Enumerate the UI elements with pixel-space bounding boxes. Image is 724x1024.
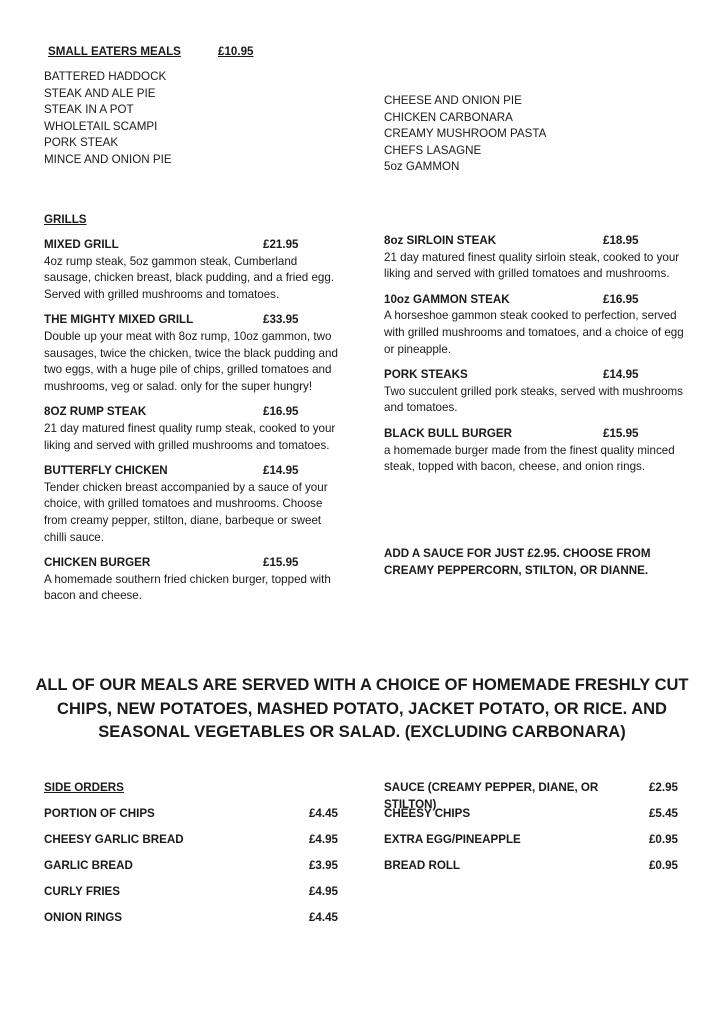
side-order-name: ONION RINGS — [44, 911, 122, 924]
side-orders-right — [384, 780, 678, 884]
grill-item-name: CHICKEN BURGER — [44, 556, 151, 570]
meal-item: BATTERED HADDOCK — [44, 70, 167, 83]
grill-item — [384, 426, 684, 476]
grill-item — [44, 555, 344, 605]
meal-item: STEAK AND ALE PIE — [44, 86, 156, 100]
side-order-row — [44, 806, 338, 832]
grill-item — [384, 292, 684, 358]
meal-item: CREAMY MUSHROOM PASTA — [384, 127, 547, 141]
meal-item: CHEFS LASAGNE — [384, 143, 482, 157]
side-order-row — [384, 806, 678, 832]
grill-item-price: £21.95 — [263, 238, 299, 251]
meal-item: CHICKEN CARBONARA — [384, 110, 513, 124]
grill-item-header — [384, 367, 684, 384]
side-order-name: GARLIC BREAD — [44, 859, 133, 872]
grill-item-name: BLACK BULL BURGER — [384, 426, 512, 440]
grill-item-name: 10oz GAMMON STEAK — [384, 292, 510, 306]
grill-item-header — [44, 312, 344, 329]
grill-item-name: 8oz SIRLOIN STEAK — [384, 234, 497, 247]
grill-item-header — [384, 426, 684, 443]
small-eaters-title: SMALL EATERS MEALS — [48, 45, 181, 58]
grill-item-price: £15.95 — [263, 556, 299, 570]
grill-item-price: £16.95 — [263, 405, 299, 419]
grill-item-header — [384, 292, 684, 309]
sauce-note: ADD A SAUCE FOR JUST £2.95. CHOOSE FROM CREAMY PEPPERCORN, STILTON, OR DIANNE. — [384, 547, 651, 577]
grill-item-description: a homemade burger made from the finest quality minced steak, topped with bacon, cheese, and onion rings. — [384, 443, 675, 474]
meal-item: PORK STEAK — [44, 136, 119, 150]
grill-item — [384, 233, 684, 283]
grill-item-name: THE MIGHTY MIXED GRILL — [44, 313, 194, 327]
meal-item: CHEESE AND ONION PIE — [384, 94, 522, 107]
side-order-price: £0.95 — [648, 833, 678, 846]
grill-item-description: 21 day matured finest quality sirloin steak, cooked to your liking and served with grilled tomatoes and mushrooms. — [384, 250, 680, 281]
grill-item-name: MIXED GRILL — [44, 238, 119, 251]
grill-item — [44, 237, 344, 303]
grill-item-header — [44, 463, 344, 480]
grills-title: GRILLS — [44, 213, 87, 226]
side-order-price: £4.95 — [308, 885, 338, 898]
meal-item: WHOLETAIL SCAMPI — [44, 119, 158, 133]
side-orders-left — [44, 806, 338, 936]
meal-item: MINCE AND ONION PIE — [44, 152, 172, 166]
side-order-price: £3.95 — [308, 859, 338, 872]
grill-item-header — [44, 555, 344, 572]
small-eaters-list-right — [384, 93, 546, 176]
side-orders-title: SIDE ORDERS — [44, 781, 124, 794]
side-order-name: CHEESY CHIPS — [384, 807, 471, 820]
grill-item-name: PORK STEAKS — [384, 368, 468, 382]
grill-item-description: Double up your meat with 8oz rump, 10oz gammon, two sausages, twice the chicken, twice the black pudding and two eggs, with a huge pile of chips, grilled tomatoes and mushrooms, veg or salad. only for the super hungry! — [44, 329, 338, 393]
side-order-price: £4.45 — [308, 807, 338, 820]
side-order-name: CHEESY GARLIC BREAD — [44, 833, 184, 846]
grill-item-description: 4oz rump steak, 5oz gammon steak, Cumberland sausage, chicken breast, black pudding, and a fried egg. Served with grilled mushrooms and tomatoes. — [44, 254, 335, 301]
grills-right-column — [384, 233, 684, 485]
small-eaters-price: £10.95 — [218, 45, 254, 58]
grill-item — [44, 463, 344, 546]
side-order-row — [384, 832, 678, 858]
grill-item-price: £18.95 — [603, 234, 639, 247]
meal-item: STEAK IN A POT — [44, 103, 134, 117]
grill-item-price: £33.95 — [263, 313, 299, 327]
grill-item-price: £14.95 — [263, 464, 299, 478]
grill-item — [384, 367, 684, 417]
side-order-price: £0.95 — [648, 859, 678, 872]
grill-item-price: £14.95 — [603, 368, 639, 382]
side-order-row — [44, 910, 338, 936]
side-order-price: £2.95 — [648, 781, 678, 794]
side-order-row — [384, 858, 678, 884]
grill-item-description: A horseshoe gammon steak cooked to perfection, served with grilled mushrooms and tomatoes, and a choice of egg or pineapple. — [384, 309, 684, 356]
side-order-price: £4.95 — [308, 833, 338, 846]
grill-item-description: Two succulent grilled pork steaks, served with mushrooms and tomatoes. — [384, 384, 683, 415]
side-order-name: BREAD ROLL — [384, 859, 460, 872]
side-order-row — [44, 832, 338, 858]
grill-item-name: 8OZ RUMP STEAK — [44, 405, 147, 419]
grill-item-name: BUTTERFLY CHICKEN — [44, 464, 168, 478]
grill-item-description: A homemade southern fried chicken burger, topped with bacon and cheese. — [44, 572, 331, 603]
side-order-name: PORTION OF CHIPS — [44, 807, 155, 820]
grill-item-price: £15.95 — [603, 426, 639, 440]
side-order-name: CURLY FRIES — [44, 885, 121, 898]
side-order-price: £4.45 — [308, 911, 338, 924]
sides-banner: ALL OF OUR MEALS ARE SERVED WITH A CHOICE OF HOMEMADE FRESHLY CUT CHIPS, NEW POTATOES, MASHED POTATO, JACKET POTATO, OR RICE. AND SEASONAL VEGETABLES OR SALAD. (EXCLUDING CARBONARA) — [35, 676, 689, 741]
grills-left-column — [44, 237, 344, 614]
side-order-name: EXTRA EGG/PINEAPPLE — [384, 833, 521, 846]
side-order-row — [384, 780, 678, 811]
grill-item-header — [384, 233, 684, 250]
grill-item-header — [44, 237, 344, 254]
side-order-row — [44, 884, 338, 910]
side-order-name: SAUCE (CREAMY PEPPER, DIANE, OR STILTON) — [384, 781, 599, 811]
grill-item-header — [44, 404, 344, 421]
grill-item-description: 21 day matured finest quality rump steak, cooked to your liking and served with grilled mushrooms and tomatoes. — [44, 421, 336, 452]
small-eaters-list-left — [44, 69, 172, 169]
meal-item: 5oz GAMMON — [384, 160, 460, 174]
grill-item-description: Tender chicken breast accompanied by a sauce of your choice, with grilled tomatoes and mushrooms. Choose from creamy pepper, stilton, diane, barbeque or sweet chilli sauce. — [44, 480, 328, 544]
grill-item — [44, 312, 344, 395]
grill-item-price: £16.95 — [603, 292, 639, 306]
side-order-row — [44, 858, 338, 884]
side-order-price: £5.45 — [648, 807, 678, 820]
grill-item — [44, 404, 344, 454]
